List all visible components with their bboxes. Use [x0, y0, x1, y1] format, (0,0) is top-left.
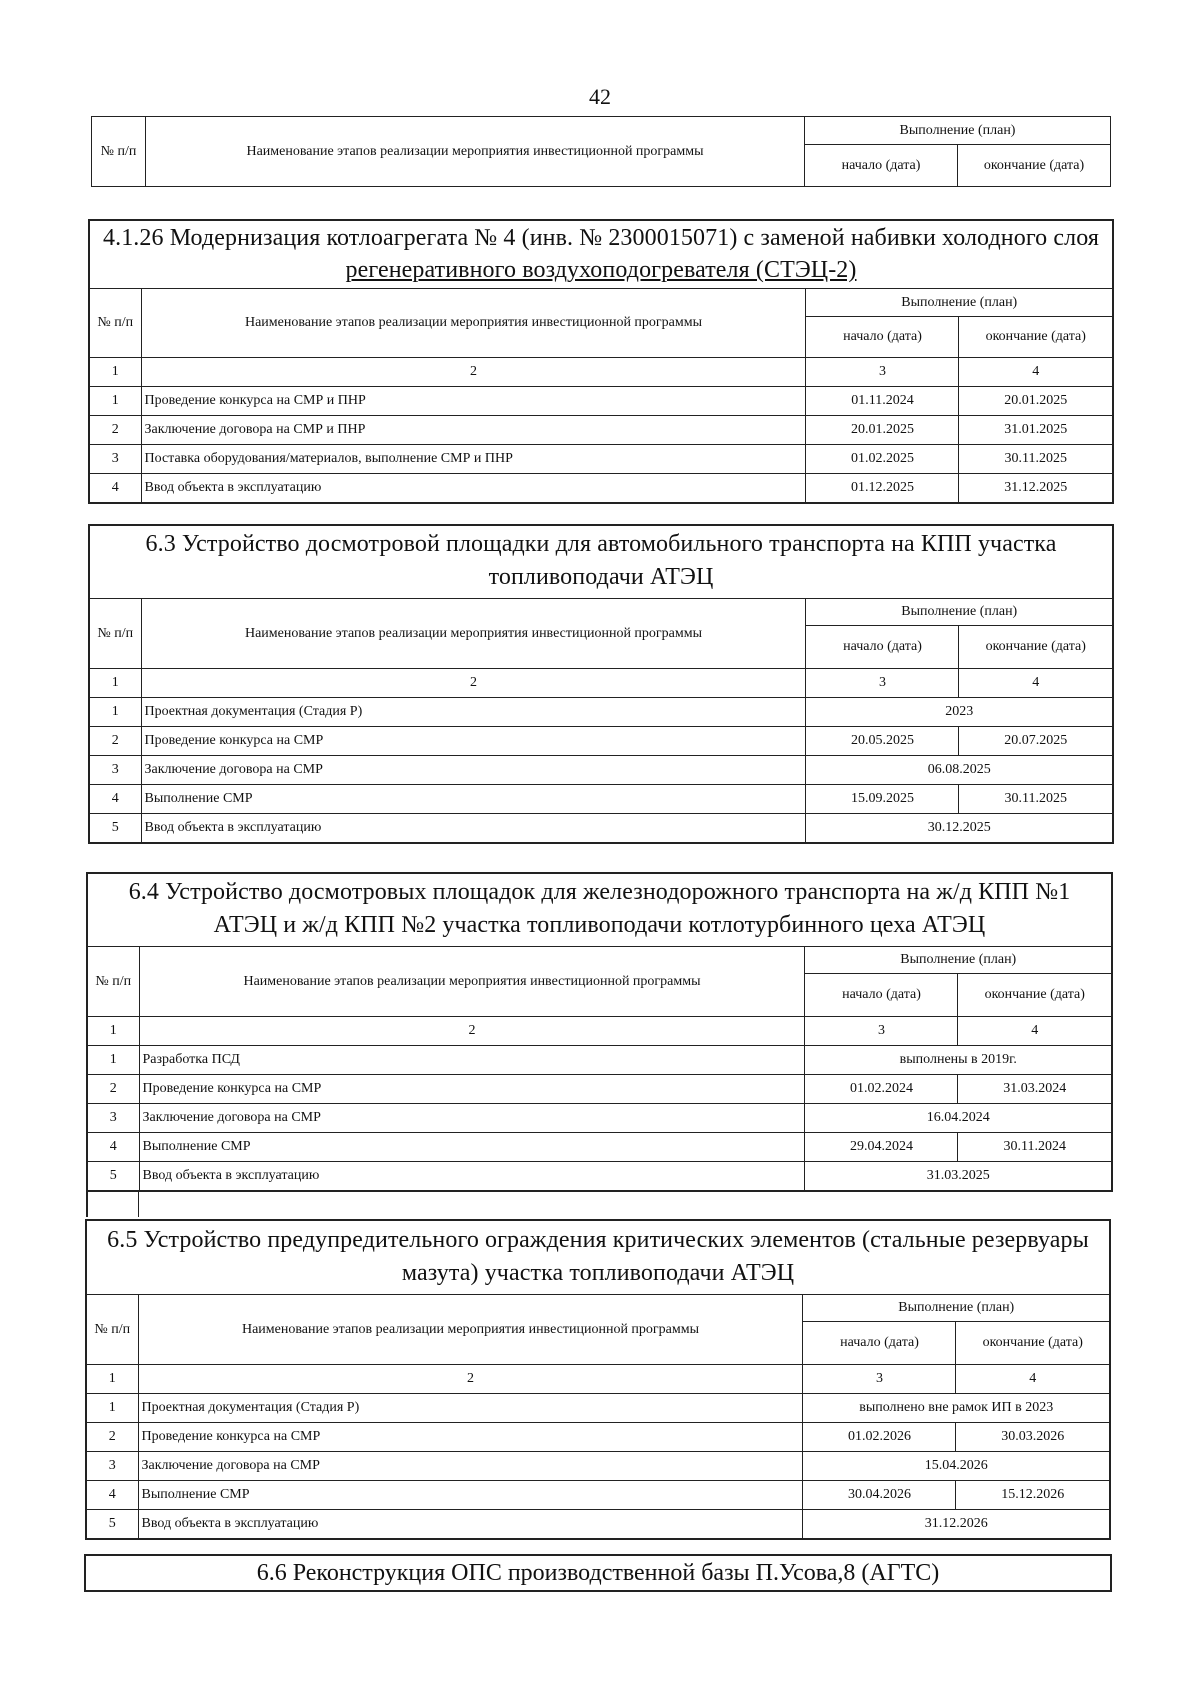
col-num-header: № п/п: [88, 947, 139, 1016]
index-cell: 2: [141, 357, 806, 386]
row-number: 2: [90, 415, 141, 444]
section-title-line1: 6.5 Устройство предупредительного ограждения критических элементов (стальные резервуары: [107, 1227, 1089, 1253]
col-name-header: Наименование этапов реализации мероприятия инвестиционной программы: [141, 599, 806, 668]
row-merged-date: выполнены в 2019г.: [805, 1045, 1111, 1074]
table-row: [90, 473, 1112, 502]
col-end-header: окончание (дата): [957, 145, 1110, 187]
row-start: 30.04.2026: [803, 1480, 956, 1509]
table-row: [87, 1451, 1109, 1480]
table-row: [88, 1103, 1111, 1132]
section-title-line2: регенеративного воздухоподогревателя (СТЭЦ-2): [345, 257, 857, 283]
index-cell: 4: [958, 1016, 1111, 1045]
table-row: [88, 1074, 1111, 1103]
row-end: 30.11.2025: [959, 444, 1112, 473]
section-title-line1: 6.4 Устройство досмотровых площадок для железнодорожного транспорта на ж/д КПП №1: [128, 879, 1071, 905]
row-number: 2: [90, 726, 141, 755]
col-exec-header: Выполнение (план): [804, 117, 1110, 145]
col-end-header: окончание (дата): [956, 1321, 1109, 1364]
row-number: 4: [88, 1132, 139, 1161]
col-num-header: № п/п: [92, 117, 146, 187]
row-end: 30.11.2025: [959, 784, 1112, 813]
table-row: [87, 1422, 1109, 1451]
table-row: [90, 813, 1112, 842]
row-merged-date: 15.04.2026: [803, 1451, 1109, 1480]
table-row: [90, 784, 1112, 813]
section-6-4: [86, 872, 1113, 1192]
row-name: Проведение конкурса на СМР и ПНР: [141, 386, 806, 415]
row-name: Заключение договора на СМР: [139, 1103, 805, 1132]
col-start-header: начало (дата): [806, 625, 959, 668]
row-merged-date: 31.03.2025: [805, 1161, 1111, 1190]
index-cell: 4: [956, 1364, 1109, 1393]
row-name: Проведение конкурса на СМР: [141, 726, 806, 755]
row-start: 01.02.2025: [806, 444, 959, 473]
col-name-header: Наименование этапов реализации мероприятия инвестиционной программы: [139, 947, 805, 1016]
row-name: Проектная документация (Стадия Р): [138, 1393, 803, 1422]
table-row: [90, 386, 1112, 415]
row-start: 15.09.2025: [806, 784, 959, 813]
row-end: 30.03.2026: [956, 1422, 1109, 1451]
row-name: Ввод объекта в эксплуатацию: [141, 813, 806, 842]
col-name-header: Наименование этапов реализации мероприятия инвестиционной программы: [138, 1295, 803, 1364]
col-end-header: окончание (дата): [959, 625, 1112, 668]
table-row: [90, 726, 1112, 755]
row-end: 20.01.2025: [959, 386, 1112, 415]
index-cell: 1: [90, 357, 141, 386]
section-title-line2: топливоподачи АТЭЦ: [488, 564, 714, 590]
col-start-header: начало (дата): [805, 973, 958, 1016]
section-title-line2: АТЭЦ и ж/д КПП №2 участка топливоподачи котлотурбинного цеха АТЭЦ: [213, 912, 986, 938]
index-cell: 1: [87, 1364, 138, 1393]
table-row: [87, 1509, 1109, 1538]
section-6-5: [85, 1219, 1111, 1540]
row-number: 1: [90, 697, 141, 726]
index-cell: 2: [139, 1016, 805, 1045]
row-merged-date: 30.12.2025: [806, 813, 1112, 842]
col-exec-header: Выполнение (план): [806, 599, 1112, 625]
row-number: 3: [87, 1451, 138, 1480]
section-title: [90, 221, 1112, 289]
row-name: Заключение договора на СМР: [138, 1451, 803, 1480]
col-name-header: Наименование этапов реализации мероприятия инвестиционной программы: [141, 289, 806, 357]
row-number: 4: [90, 473, 141, 502]
index-cell: 2: [138, 1364, 803, 1393]
row-name: Ввод объекта в эксплуатацию: [138, 1509, 803, 1538]
row-end: 30.11.2024: [958, 1132, 1111, 1161]
table-row: [88, 1132, 1111, 1161]
section-title-line2: мазута) участка топливоподачи АТЭЦ: [401, 1260, 795, 1286]
table-row: [90, 755, 1112, 784]
section-6-6-title: 6.6 Реконструкция ОПС производственной базы П.Усова,8 (АГТС): [84, 1554, 1112, 1592]
row-name: Разработка ПСД: [139, 1045, 805, 1074]
row-end: 20.07.2025: [959, 726, 1112, 755]
index-cell: 3: [803, 1364, 956, 1393]
row-number: 2: [88, 1074, 139, 1103]
row-number: 2: [87, 1422, 138, 1451]
row-number: 4: [90, 784, 141, 813]
row-name: Поставка оборудования/материалов, выполнение СМР и ПНР: [141, 444, 806, 473]
table-row: [87, 1480, 1109, 1509]
row-name: Выполнение СМР: [139, 1132, 805, 1161]
row-end: 31.12.2025: [959, 473, 1112, 502]
index-cell: 3: [805, 1016, 958, 1045]
section-title-line1: 6.3 Устройство досмотровой площадки для автомобильного транспорта на КПП участка: [145, 531, 1057, 557]
row-name: Заключение договора на СМР и ПНР: [141, 415, 806, 444]
col-num-header: № п/п: [90, 599, 141, 668]
row-number: 3: [88, 1103, 139, 1132]
row-number: 1: [87, 1393, 138, 1422]
row-merged-date: 31.12.2026: [803, 1509, 1109, 1538]
row-start: 29.04.2024: [805, 1132, 958, 1161]
table-row: [87, 1393, 1109, 1422]
row-start: 20.01.2025: [806, 415, 959, 444]
table-row: [90, 415, 1112, 444]
row-end: 31.03.2024: [958, 1074, 1111, 1103]
row-name: Проведение конкурса на СМР: [139, 1074, 805, 1103]
col-exec-header: Выполнение (план): [806, 289, 1112, 316]
row-number: 4: [87, 1480, 138, 1509]
index-cell: 4: [959, 668, 1112, 697]
index-cell: 1: [88, 1016, 139, 1045]
index-cell: 2: [141, 668, 806, 697]
row-name: Заключение договора на СМР: [141, 755, 806, 784]
top-header-table: [91, 116, 1111, 187]
row-name: Ввод объекта в эксплуатацию: [139, 1161, 805, 1190]
col-exec-header: Выполнение (план): [805, 947, 1111, 973]
row-start: 01.02.2026: [803, 1422, 956, 1451]
col-start-header: начало (дата): [804, 145, 957, 187]
row-number: 5: [87, 1509, 138, 1538]
row-name: Проектная документация (Стадия Р): [141, 697, 806, 726]
col-start-header: начало (дата): [806, 316, 959, 357]
row-number: 3: [90, 444, 141, 473]
section-title-line1: 4.1.26 Модернизация котлоагрегата № 4 (инв. № 2300015071) с заменой набивки холодного слоя: [103, 225, 1099, 251]
table-row: [88, 1161, 1111, 1190]
row-name: Выполнение СМР: [138, 1480, 803, 1509]
row-end: 15.12.2026: [956, 1480, 1109, 1509]
page-number: 42: [589, 84, 611, 109]
row-start: 01.11.2024: [806, 386, 959, 415]
row-name: Выполнение СМР: [141, 784, 806, 813]
index-cell: 4: [959, 357, 1112, 386]
table-row: [90, 697, 1112, 726]
spacer-row: [86, 1191, 1111, 1217]
section-6-3: [88, 524, 1114, 844]
row-number: 3: [90, 755, 141, 784]
section-title: [87, 1221, 1109, 1295]
col-name-header: Наименование этапов реализации мероприятия инвестиционной программы: [146, 117, 805, 187]
row-start: 01.02.2024: [805, 1074, 958, 1103]
section-title: [88, 874, 1111, 947]
table-row: [90, 444, 1112, 473]
row-merged-date: 16.04.2024: [805, 1103, 1111, 1132]
row-merged-date: 06.08.2025: [806, 755, 1112, 784]
section-title: [90, 526, 1112, 599]
index-cell: 3: [806, 357, 959, 386]
col-end-header: окончание (дата): [959, 316, 1112, 357]
row-number: 5: [90, 813, 141, 842]
section-4-1-26: [88, 219, 1114, 504]
row-merged-date: 2023: [806, 697, 1112, 726]
spacer-divider: [138, 1191, 139, 1217]
col-exec-header: Выполнение (план): [803, 1295, 1109, 1321]
row-number: 5: [88, 1161, 139, 1190]
index-cell: 1: [90, 668, 141, 697]
row-number: 1: [88, 1045, 139, 1074]
row-merged-date: выполнено вне рамок ИП в 2023: [803, 1393, 1109, 1422]
table-row: [88, 1045, 1111, 1074]
col-num-header: № п/п: [87, 1295, 138, 1364]
col-num-header: № п/п: [90, 289, 141, 357]
row-start: 20.05.2025: [806, 726, 959, 755]
row-end: 31.01.2025: [959, 415, 1112, 444]
row-name: Ввод объекта в эксплуатацию: [141, 473, 806, 502]
row-number: 1: [90, 386, 141, 415]
col-end-header: окончание (дата): [958, 973, 1111, 1016]
index-cell: 3: [806, 668, 959, 697]
col-start-header: начало (дата): [803, 1321, 956, 1364]
row-name: Проведение конкурса на СМР: [138, 1422, 803, 1451]
row-start: 01.12.2025: [806, 473, 959, 502]
